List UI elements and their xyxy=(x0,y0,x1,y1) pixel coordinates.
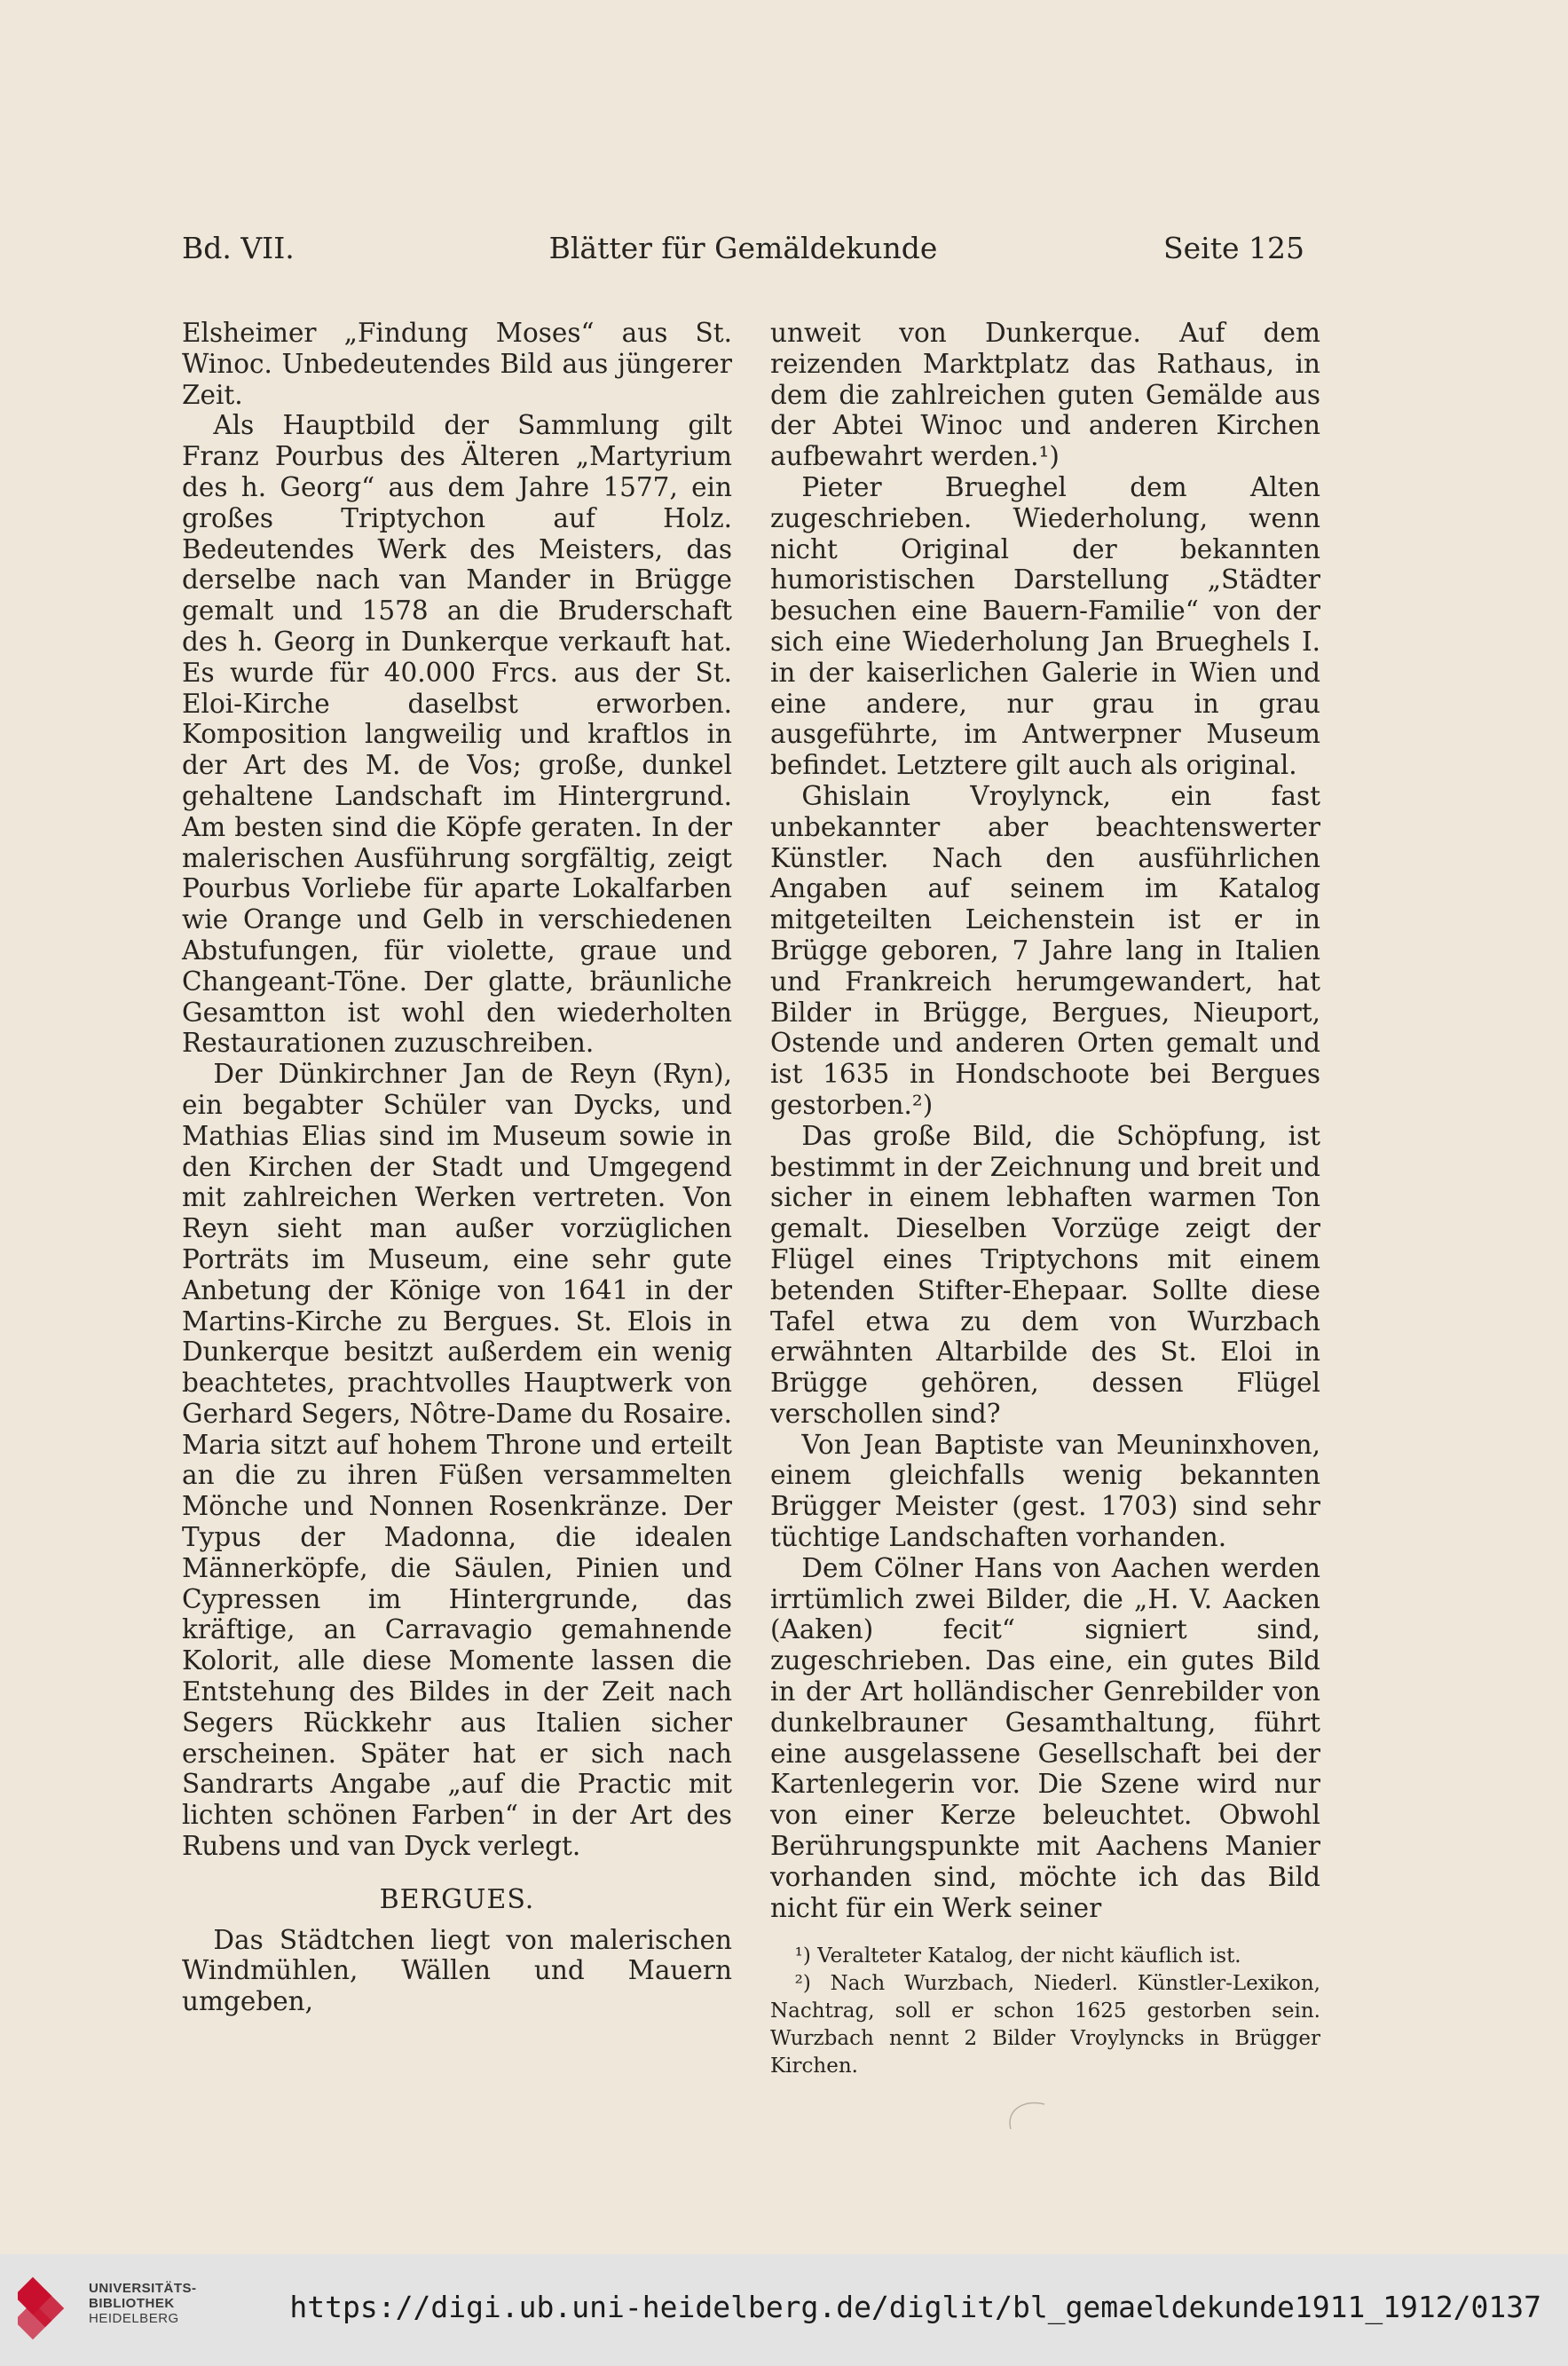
volume-number: Bd. VII. xyxy=(182,231,295,265)
pencil-mark-icon xyxy=(998,2099,1052,2134)
footnote: ²) Nach Wurzbach, Niederl. Künstler-Lexikon, Nachtrag, soll er schon 1625 gestorben sein. Wurzbach nennt 2 Bilder Vroylyncks in Brügger Kirchen. xyxy=(770,1972,1320,2078)
footnote: ¹) Veralteter Katalog, der nicht käuflich ist. xyxy=(794,1944,1241,1968)
institution-line: HEIDELBERG xyxy=(89,2311,179,2326)
section-heading: BERGUES. xyxy=(379,1883,535,1915)
institution-name xyxy=(89,2281,197,2326)
institution-line: UNIVERSITÄTS- xyxy=(89,2281,197,2296)
paragraph: Der Dünkirchner Jan de Reyn (Ryn), ein begabter Schüler van Dycks, und Mathias Elias sind im Museum sowie in den Kirchen der Stadt und Umgegend mit zahlreichen Werken vertreten. Von Reyn sieht man außer vorzüglichen Porträts im Museum, eine sehr gute Anbetung der Könige von 1641 in der Martins-Kirche zu Bergues. St. Elois in Dunkerque besitzt außerdem ein wenig beachtetes, prachtvolles Hauptwerk von Gerhard Segers, Nôtre-Dame du Rosaire. Maria sitzt auf hohem Throne und erteilt an die zu ihren Füßen versammelten Mönche und Nonnen Rosenkränze. Der Typus der Madonna, die idealen Männerköpfe, die Säulen, Pinien und Cypressen im Hintergrunde, das kräftige, an Carravagio gemahnende Kolorit, alle diese Momente lassen die Entstehung des Bildes in der Zeit nach Segers Rückkehr aus Italien sicher erscheinen. Später hat er sich nach Sandrarts Angabe „auf die Practic mit lichten schönen Farben“ in der Art des Rubens und van Dyck verlegt. xyxy=(182,1059,732,1862)
source-url[interactable]: https://digi.ub.uni-heidelberg.de/diglit/bl_gemaeldekunde1911_1912/0137 xyxy=(289,2290,1541,2324)
paragraph: Von Jean Baptiste van Meuninxhoven, einem gleichfalls wenig bekannten Brügger Meister (gest. 1703) sind sehr tüchtige Landschaften vorhanden. xyxy=(770,1429,1320,1553)
paragraph: Dem Cölner Hans von Aachen werden irrtümlich zwei Bilder, die „H. V. Aacken (Aaken) fecit“ signiert sind, zugeschrieben. Das eine, ein gutes Bild in der Art holländischer Genrebilder von dunkelbrauner Gesamthaltung, führt eine ausgelassene Gesellschaft bei der Kartenlegerin vor. Die Szene wird nur von einer Kerze beleuchtet. Obwohl Berührungspunkte mit Aachens Manier vorhanden sind, möchte ich das Bild nicht für ein Werk seiner xyxy=(770,1552,1320,1923)
university-library-logo-icon xyxy=(18,2275,89,2346)
footnotes xyxy=(770,1943,1320,2080)
paragraph: Ghislain Vroylynck, ein fast unbekannter aber beachtenswerter Künstler. Nach den ausführlichen Angaben auf seinem im Katalog mitgeteilten Leichenstein ist er in Brügge geboren, 7 Jahre lang in Italien und Frankreich herumgewandert, hat Bilder in Brügge, Bergues, Nieuport, Ostende und anderen Orten gemalt und ist 1635 in Hondschoote bei Bergues gestorben.²) xyxy=(770,780,1320,1120)
page-number: Seite 125 xyxy=(1163,231,1304,265)
paragraph: Das große Bild, die Schöpfung, ist bestimmt in der Zeichnung und breit und sicher in einem lebhaften warmen Ton gemalt. Dieselben Vorzüge zeigt der Flügel eines Triptychons mit einem betenden Stifter-Ehepaar. Sollte diese Tafel etwa zu dem von Wurzbach erwähnten Altarbilde des St. Eloi in Brügge gehören, dessen Flügel verschollen sind? xyxy=(770,1120,1321,1429)
paragraph: Als Hauptbild der Sammlung gilt Franz Pourbus des Älteren „Martyrium des h. Georg“ aus dem Jahre 1577, ein großes Triptychon auf Holz. Bedeutendes Werk des Meisters, das derselbe nach van Mander in Brügge gemalt und 1578 an die Bruderschaft des h. Georg in Dunkerque verkauft hat. Es wurde für 40.000 Frcs. aus der St. Eloi-Kirche daselbst erworben. Komposition langweilig und kraftlos in der Art des M. de Vos; große, dunkel gehaltene Landschaft im Hintergrund. Am besten sind die Köpfe geraten. In der malerischen Ausführung sorgfältig, zeigt Pourbus Vorliebe für aparte Lokalfarben wie Orange und Gelb in verschiedenen Abstufungen, für violette, graue und Changeant-Töne. Der glatte, bräunliche Gesamtton ist wohl den wiederholten Restaurationen zuzuschreiben. xyxy=(182,410,732,1059)
right-column xyxy=(770,318,1320,2080)
institution-line: BIBLIOTHEK xyxy=(89,2296,175,2311)
paragraph: Pieter Brueghel dem Alten zugeschrieben. Wiederholung, wenn nicht Original der bekannten humoristischen Darstellung „Städter besuchen eine Bauern-Familie“ von der sich eine Wiederholung Jan Brueghels I. in der kaiserlichen Galerie in Wien und eine andere, nur grau in grau ausgeführte, im Antwerpner Museum befindet. Letztere gilt auch als original. xyxy=(770,471,1320,781)
footer-bar xyxy=(0,2254,1568,2366)
paragraph: Elsheimer „Findung Moses“ aus St. Winoc. Unbedeutendes Bild aus jüngerer Zeit. xyxy=(182,318,732,410)
paragraph: unweit von Dunkerque. Auf dem reizenden Marktplatz das Rathaus, in dem die zahlreichen guten Gemälde aus der Abtei Winoc und anderen Kirchen aufbewahrt werden.¹) xyxy=(770,318,1320,472)
paragraph: Das Städtchen liegt von malerischen Windmühlen, Wällen und Mauern umgeben, xyxy=(182,1924,732,2017)
left-column xyxy=(182,318,732,2017)
running-head xyxy=(182,229,1304,268)
journal-title: Blätter für Gemäldekunde xyxy=(548,231,938,265)
